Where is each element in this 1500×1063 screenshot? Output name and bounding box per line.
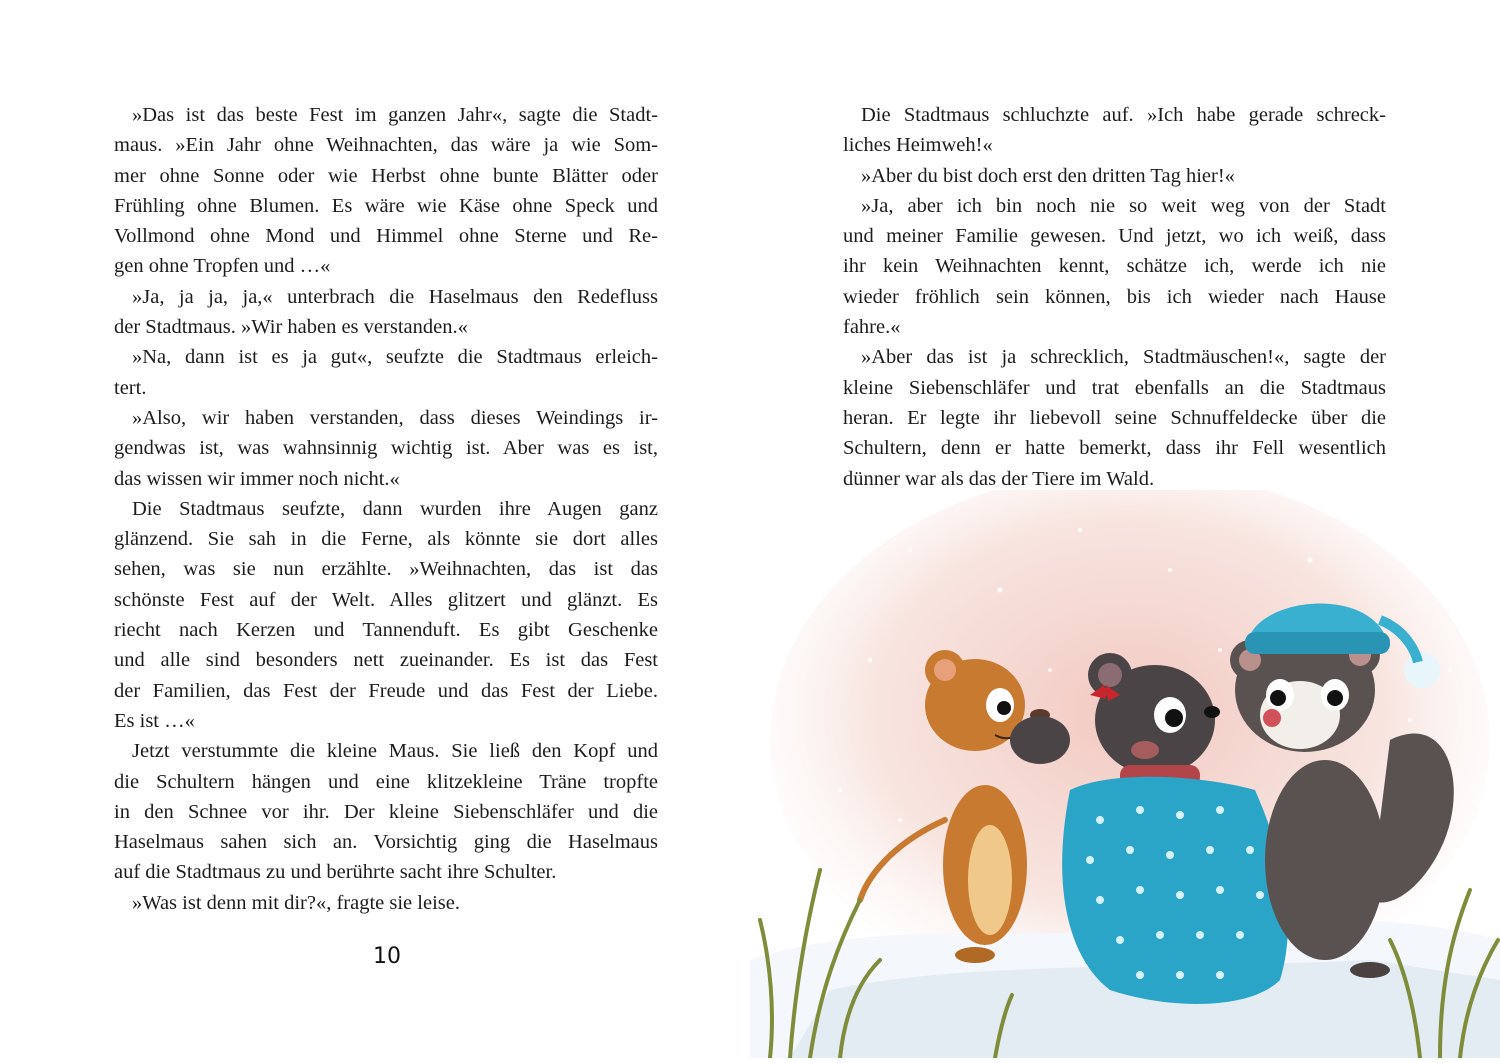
illustration-svg	[750, 490, 1500, 1058]
right-text-column	[843, 100, 1386, 494]
text-line: Schultern, denn er hatte bemerkt, dass ihr Fell wesentlich	[843, 437, 1386, 460]
text-line: Haselmaus sahen sich an. Vorsichtig ging die Haselmaus	[114, 831, 658, 854]
text-line: sehen, was sie nun erzählte. »Weihnachten, das ist das	[114, 558, 658, 581]
text-line: heran. Er legte ihr liebevoll seine Schnuffeldecke über die	[843, 406, 1386, 429]
text-line: das wissen wir immer noch nicht.«	[114, 467, 400, 490]
text-line: tert.	[114, 376, 147, 399]
text-line: in den Schnee vor ihr. Der kleine Siebenschläfer und die	[114, 800, 658, 823]
text-line: liches Heimweh!«	[843, 134, 993, 157]
text-line: »Ja, aber ich bin noch nie so weit weg von der Stadt	[861, 194, 1386, 217]
text-line: und alle sind besonders nett zueinander. Es ist das Fest	[114, 649, 658, 672]
right-page	[750, 0, 1500, 1058]
text-line: wieder fröhlich sein können, bis ich wieder nach Hause	[843, 285, 1386, 308]
text-line: der Stadtmaus. »Wir haben es verstanden.«	[114, 316, 468, 339]
text-line: die Schultern hängen und eine klitzekleine Träne tropfte	[114, 770, 658, 793]
mice-in-snow-illustration	[750, 490, 1500, 1058]
text-line: Die Stadtmaus schluchzte auf. »Ich habe gerade schreck-	[861, 104, 1386, 126]
text-line: »Na, dann ist es ja gut«, seufzte die Stadtmaus erleich-	[132, 346, 658, 369]
text-line: »Ja, ja ja, ja,« unterbrach die Haselmaus den Redefluss	[132, 285, 658, 308]
text-line: schönste Fest auf der Welt. Alles glitzert und glänzt. Es	[114, 588, 658, 611]
text-line: ihr kein Weihnachten kennt, schätze ich, werde ich nie	[843, 255, 1386, 278]
text-line: und meiner Familie gewesen. Und jetzt, wo ich weiß, dass	[843, 225, 1386, 248]
blue-blanket	[1062, 777, 1288, 1004]
text-line: Die Stadtmaus seufzte, dann wurden ihre Augen ganz	[132, 497, 658, 520]
text-line: kleine Siebenschläfer und trat ebenfalls an die Stadtmaus	[843, 376, 1386, 399]
page-number: 10	[373, 944, 401, 969]
left-page	[0, 0, 750, 1058]
text-line: Es ist …«	[114, 709, 195, 732]
text-line: glänzend. Sie sah in die Ferne, als könnte sie dort alles	[114, 528, 658, 551]
text-line: der Familien, das Fest der Freude und das Fest der Liebe.	[114, 679, 658, 702]
text-line: »Also, wir haben verstanden, dass dieses Weindings ir-	[132, 406, 658, 429]
text-line: gen ohne Tropfen und …«	[114, 255, 331, 278]
left-text-column	[114, 100, 658, 918]
text-line: dünner war als das der Tiere im Wald.	[843, 467, 1155, 490]
text-line: »Aber das ist ja schrecklich, Stadtmäuschen!«, sagte der	[861, 346, 1386, 369]
text-line: auf die Stadtmaus zu und berührte sacht ihre Schulter.	[114, 861, 557, 884]
text-line: mer ohne Sonne oder wie Herbst ohne bunte Blätter oder	[114, 164, 658, 187]
text-line: Vollmond ohne Mond und Himmel ohne Sterne und Re-	[114, 225, 658, 248]
text-line: Jetzt verstummte die kleine Maus. Sie ließ den Kopf und	[132, 740, 658, 763]
text-line: »Aber du bist doch erst den dritten Tag hier!«	[861, 164, 1235, 187]
text-line: »Das ist das beste Fest im ganzen Jahr«, sagte die Stadt-	[132, 104, 658, 126]
text-line: gendwas ist, was wahnsinnig wichtig ist. Aber was es ist,	[114, 437, 658, 460]
text-line: riecht nach Kerzen und Tannenduft. Es gibt Geschenke	[114, 619, 658, 642]
text-line: Frühling ohne Blumen. Es wäre wie Käse ohne Speck und	[114, 194, 658, 217]
text-line: maus. »Ein Jahr ohne Weihnachten, das wäre ja wie Som-	[114, 134, 658, 157]
text-line: »Was ist denn mit dir?«, fragte sie leise.	[132, 891, 460, 914]
text-line: fahre.«	[843, 316, 901, 339]
